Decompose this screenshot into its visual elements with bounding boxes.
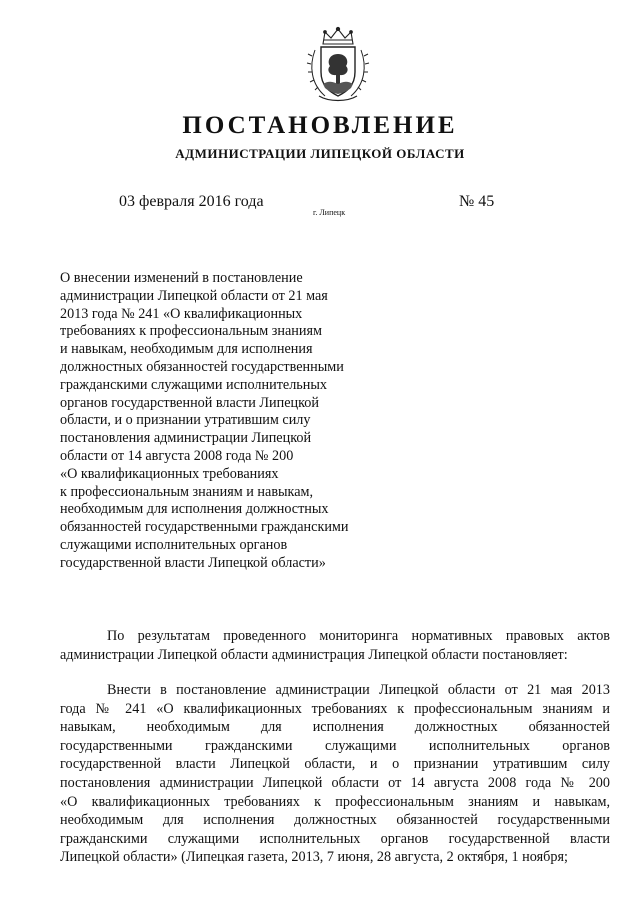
subject-line: О внесении изменений в постановление: [60, 270, 303, 286]
issuing-organization: АДМИНИСТРАЦИИ ЛИПЕЦКОЙ ОБЛАСТИ: [175, 146, 465, 161]
paragraph-line: навыкам, необходимым для исполнения должностных обязанностей: [60, 719, 610, 736]
subject-line: области от 14 августа 2008 года № 200: [60, 447, 294, 464]
paragraph-line: По результатам проведенного мониторинга нормативных правовых актов: [107, 628, 610, 644]
preamble-paragraph: [60, 627, 610, 664]
paragraph-line: государственными гражданскими служащими исполнительных органов: [60, 737, 610, 754]
subject-line: «О квалификационных требованиях: [60, 465, 279, 482]
paragraph-line: администрации Липецкой области администрация Липецкой области постановляет:: [60, 646, 568, 663]
subject-line: органов государственной власти Липецкой: [60, 394, 319, 411]
document-city: г. Липецк: [313, 208, 346, 217]
paragraph-line: постановления администрации Липецкой области от 14 августа 2008 года № 200: [60, 774, 610, 791]
subject-line: служащими исполнительных органов: [60, 536, 288, 553]
subject-line: должностных обязанностей государственными: [60, 358, 344, 375]
paragraph-line: Липецкой области» (Липецкая газета, 2013, 7 июня, 28 августа, 2 октября, 1 ноября;: [60, 849, 568, 866]
paragraph-line: Внести в постановление администрации Липецкой области от 21 мая 2013: [107, 682, 610, 698]
subject-line: постановления администрации Липецкой: [60, 430, 312, 447]
subject-line: и навыкам, необходимым для исполнения: [60, 341, 313, 358]
paragraph-line: необходимым для исполнения должностных обязанностей государственными: [60, 812, 610, 829]
document-number: № 45: [459, 193, 495, 210]
subject-line: к профессиональным знаниям и навыкам,: [60, 483, 314, 500]
resolution-paragraph: [60, 681, 610, 867]
document-date: 03 февраля 2016 года: [119, 193, 264, 210]
paragraph-line: года № 241 «О квалификационных требованиях к профессиональным знаниям и: [60, 700, 610, 717]
subject-line: 2013 года № 241 «О квалификационных: [60, 305, 303, 322]
subject-line: государственной власти Липецкой области»: [60, 554, 326, 571]
document-title: ПОСТАНОВЛЕНИЕ: [182, 112, 458, 139]
subject-line: необходимым для исполнения должностных: [60, 501, 329, 518]
document-subject: [60, 270, 390, 573]
paragraph-line: «О квалификационных требованиях к профессиональным знаниям и навыкам,: [60, 793, 610, 810]
subject-line: гражданскими служащими исполнительных: [60, 376, 327, 393]
paragraph-line: гражданскими служащими исполнительных органов государственной власти: [60, 830, 610, 847]
paragraph-line: государственной власти Липецкой области, и о признании утратившим силу: [60, 756, 610, 773]
subject-line: требованиях к профессиональным знаниям: [60, 323, 322, 340]
subject-line: области, и о признании утратившим силу: [60, 412, 311, 429]
subject-line: обязанностей государственными гражданскими: [60, 519, 349, 536]
subject-line: администрации Липецкой области от 21 мая: [60, 287, 328, 304]
lipetsk-region-coat-of-arms-icon: [305, 26, 371, 104]
